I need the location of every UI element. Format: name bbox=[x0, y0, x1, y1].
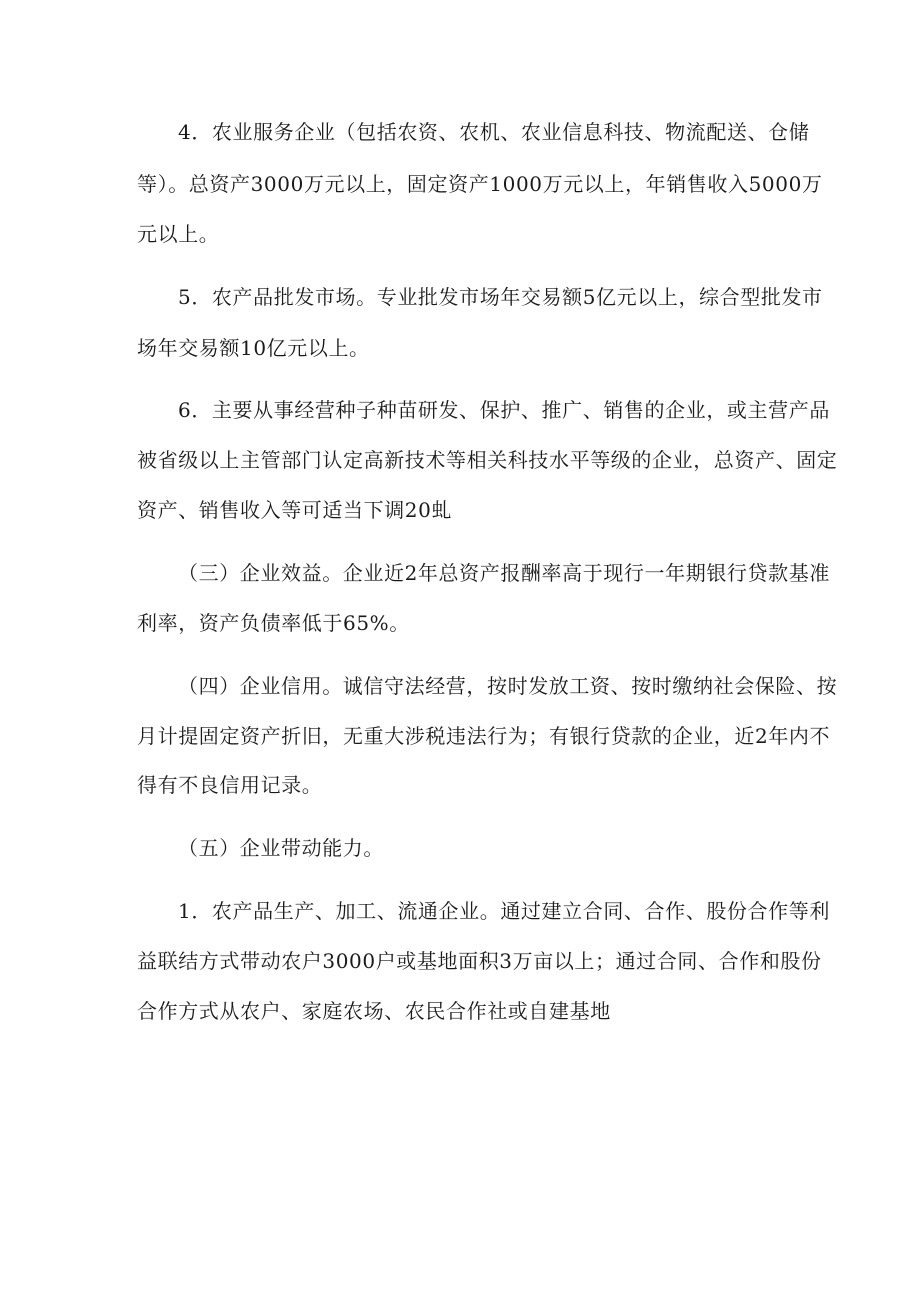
text-line: 场年交易额10亿元以上。 bbox=[137, 336, 370, 360]
text-line: 元以上。 bbox=[137, 222, 220, 246]
text-line: 5．农产品批发市场。专业批发市场年交易额5亿元以上，综合型批发市 bbox=[178, 285, 823, 309]
text-line: 等）。总资产3000万元以上，固定资产1000万元以上，年销售收入5000万 bbox=[137, 172, 823, 196]
text-line: 被省级以上主管部门认定高新技术等相关科技水平等级的企业，总资产、固定 bbox=[137, 448, 838, 472]
text-line: 月计提固定资产折旧，无重大涉税违法行为；有银行贷款的企业，近2年内不 bbox=[137, 724, 831, 748]
text-line: 1．农产品生产、加工、流通企业。通过建立合同、合作、股份合作等利 bbox=[178, 899, 830, 923]
text-line: 资产、销售收入等可适当下调20虬 bbox=[137, 498, 453, 522]
text-line: （四）企业信用。诚信守法经营，按时发放工资、按时缴纳社会保险、按 bbox=[178, 674, 838, 698]
text-line: 合作方式从农户、家庭农场、农民合作社或自建基地 bbox=[137, 999, 611, 1023]
text-line: 益联结方式带动农户3000户或基地面积3万亩以上；通过合同、合作和股份 bbox=[137, 949, 822, 973]
text-line: 得有不良信用记录。 bbox=[137, 773, 323, 797]
section-heading: （五）企业带动能力。 bbox=[178, 836, 384, 860]
text-line: 4．农业服务企业（包括农资、农机、农业信息科技、物流配送、仓储 bbox=[178, 120, 810, 144]
text-line: 6．主要从事经营种子种苗研发、保护、推广、销售的企业，或主营产品 bbox=[178, 398, 830, 422]
text-line: （三）企业效益。企业近2年总资产报酬率高于现行一年期银行贷款基准 bbox=[178, 561, 830, 585]
text-line: 利率，资产负债率低于65%。 bbox=[137, 611, 410, 635]
